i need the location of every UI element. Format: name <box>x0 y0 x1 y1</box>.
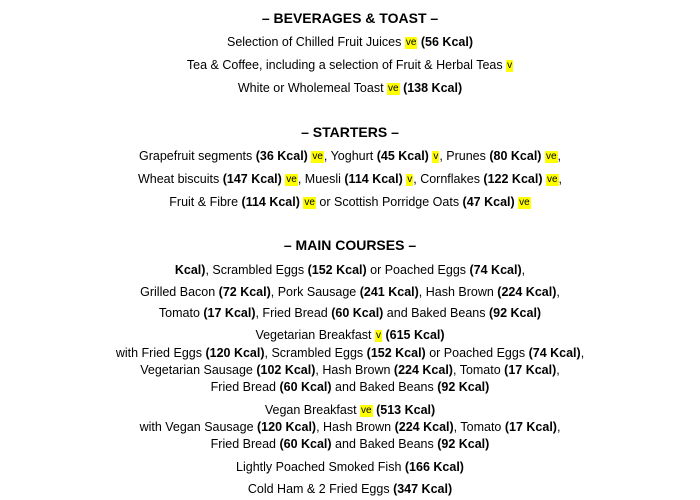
vegan-badge: ve <box>304 197 315 208</box>
vegan-badge: ve <box>286 174 297 185</box>
vegan-badge: ve <box>546 174 558 185</box>
vegetarian-badge: v <box>407 174 413 185</box>
menu-item-toast: White or Wholemeal Toast ve (138 Kcal) <box>237 81 463 95</box>
mains-line-1: Kcal), Scrambled Eggs (152 Kcal) or Poached Eggs (74 Kcal), <box>174 263 526 277</box>
starters-line-2: Wheat biscuits (147 Kcal) ve, Muesli (114 Kcal) v, Cornflakes (122 Kcal) ve, <box>137 172 563 186</box>
vegetarian-badge: v <box>375 330 381 341</box>
kcal-value: (56 Kcal) <box>420 35 473 49</box>
vegan-breakfast-line-2: Fried Bread (60 Kcal) and Baked Beans (92 Kcal) <box>210 437 490 451</box>
vegan-badge: ve <box>545 151 557 162</box>
vegetarian-breakfast-title: Vegetarian Breakfast v (615 Kcal) <box>255 328 445 342</box>
menu-item-smoked-fish: Lightly Poached Smoked Fish (166 Kcal) <box>236 460 464 474</box>
starters-line-3: Fruit & Fibre (114 Kcal) ve or Scottish Porridge Oats (47 Kcal) ve <box>169 195 530 209</box>
vegetarian-breakfast-line-3: Fried Bread (60 Kcal) and Baked Beans (92 Kcal) <box>210 380 490 394</box>
mains-line-2: Grilled Bacon (72 Kcal), Pork Sausage (241 Kcal), Hash Brown (224 Kcal), <box>140 285 560 299</box>
vegan-badge: ve <box>361 405 372 416</box>
starters-line-1: Grapefruit segments (36 Kcal) ve, Yoghurt (45 Kcal) v, Prunes (80 Kcal) ve, <box>139 149 561 163</box>
section-heading-beverages: – BEVERAGES & TOAST – <box>261 10 439 26</box>
vegetarian-breakfast-line-1: with Fried Eggs (120 Kcal), Scrambled Eggs (152 Kcal) or Poached Eggs (74 Kcal), <box>115 346 585 360</box>
vegan-badge: ve <box>519 197 530 208</box>
section-heading-starters: – STARTERS – <box>301 124 399 140</box>
vegetarian-badge: v <box>433 151 439 162</box>
mains-line-3: Tomato (17 Kcal), Fried Bread (60 Kcal) and Baked Beans (92 Kcal) <box>158 306 542 320</box>
vegan-badge: ve <box>388 83 399 94</box>
vegetarian-badge: v <box>507 60 513 71</box>
menu-item-tea-coffee: Tea & Coffee, including a selection of Fruit & Herbal Teas v <box>186 58 513 72</box>
vegan-badge: ve <box>405 37 417 48</box>
kcal-value: (138 Kcal) <box>403 81 463 95</box>
menu-item-cold-ham: Cold Ham & 2 Fried Eggs (347 Kcal) <box>247 482 453 496</box>
menu-item-fruit-juices: Selection of Chilled Fruit Juices ve (56 Kcal) <box>226 35 473 49</box>
vegan-breakfast-line-1: with Vegan Sausage (120 Kcal), Hash Brown (224 Kcal), Tomato (17 Kcal), <box>139 420 561 434</box>
vegan-breakfast-title: Vegan Breakfast ve (513 Kcal) <box>264 403 436 417</box>
vegan-badge: ve <box>312 151 323 162</box>
vegetarian-breakfast-line-2: Vegetarian Sausage (102 Kcal), Hash Brown (224 Kcal), Tomato (17 Kcal), <box>140 363 560 377</box>
section-heading-mains: – MAIN COURSES – <box>283 237 417 253</box>
